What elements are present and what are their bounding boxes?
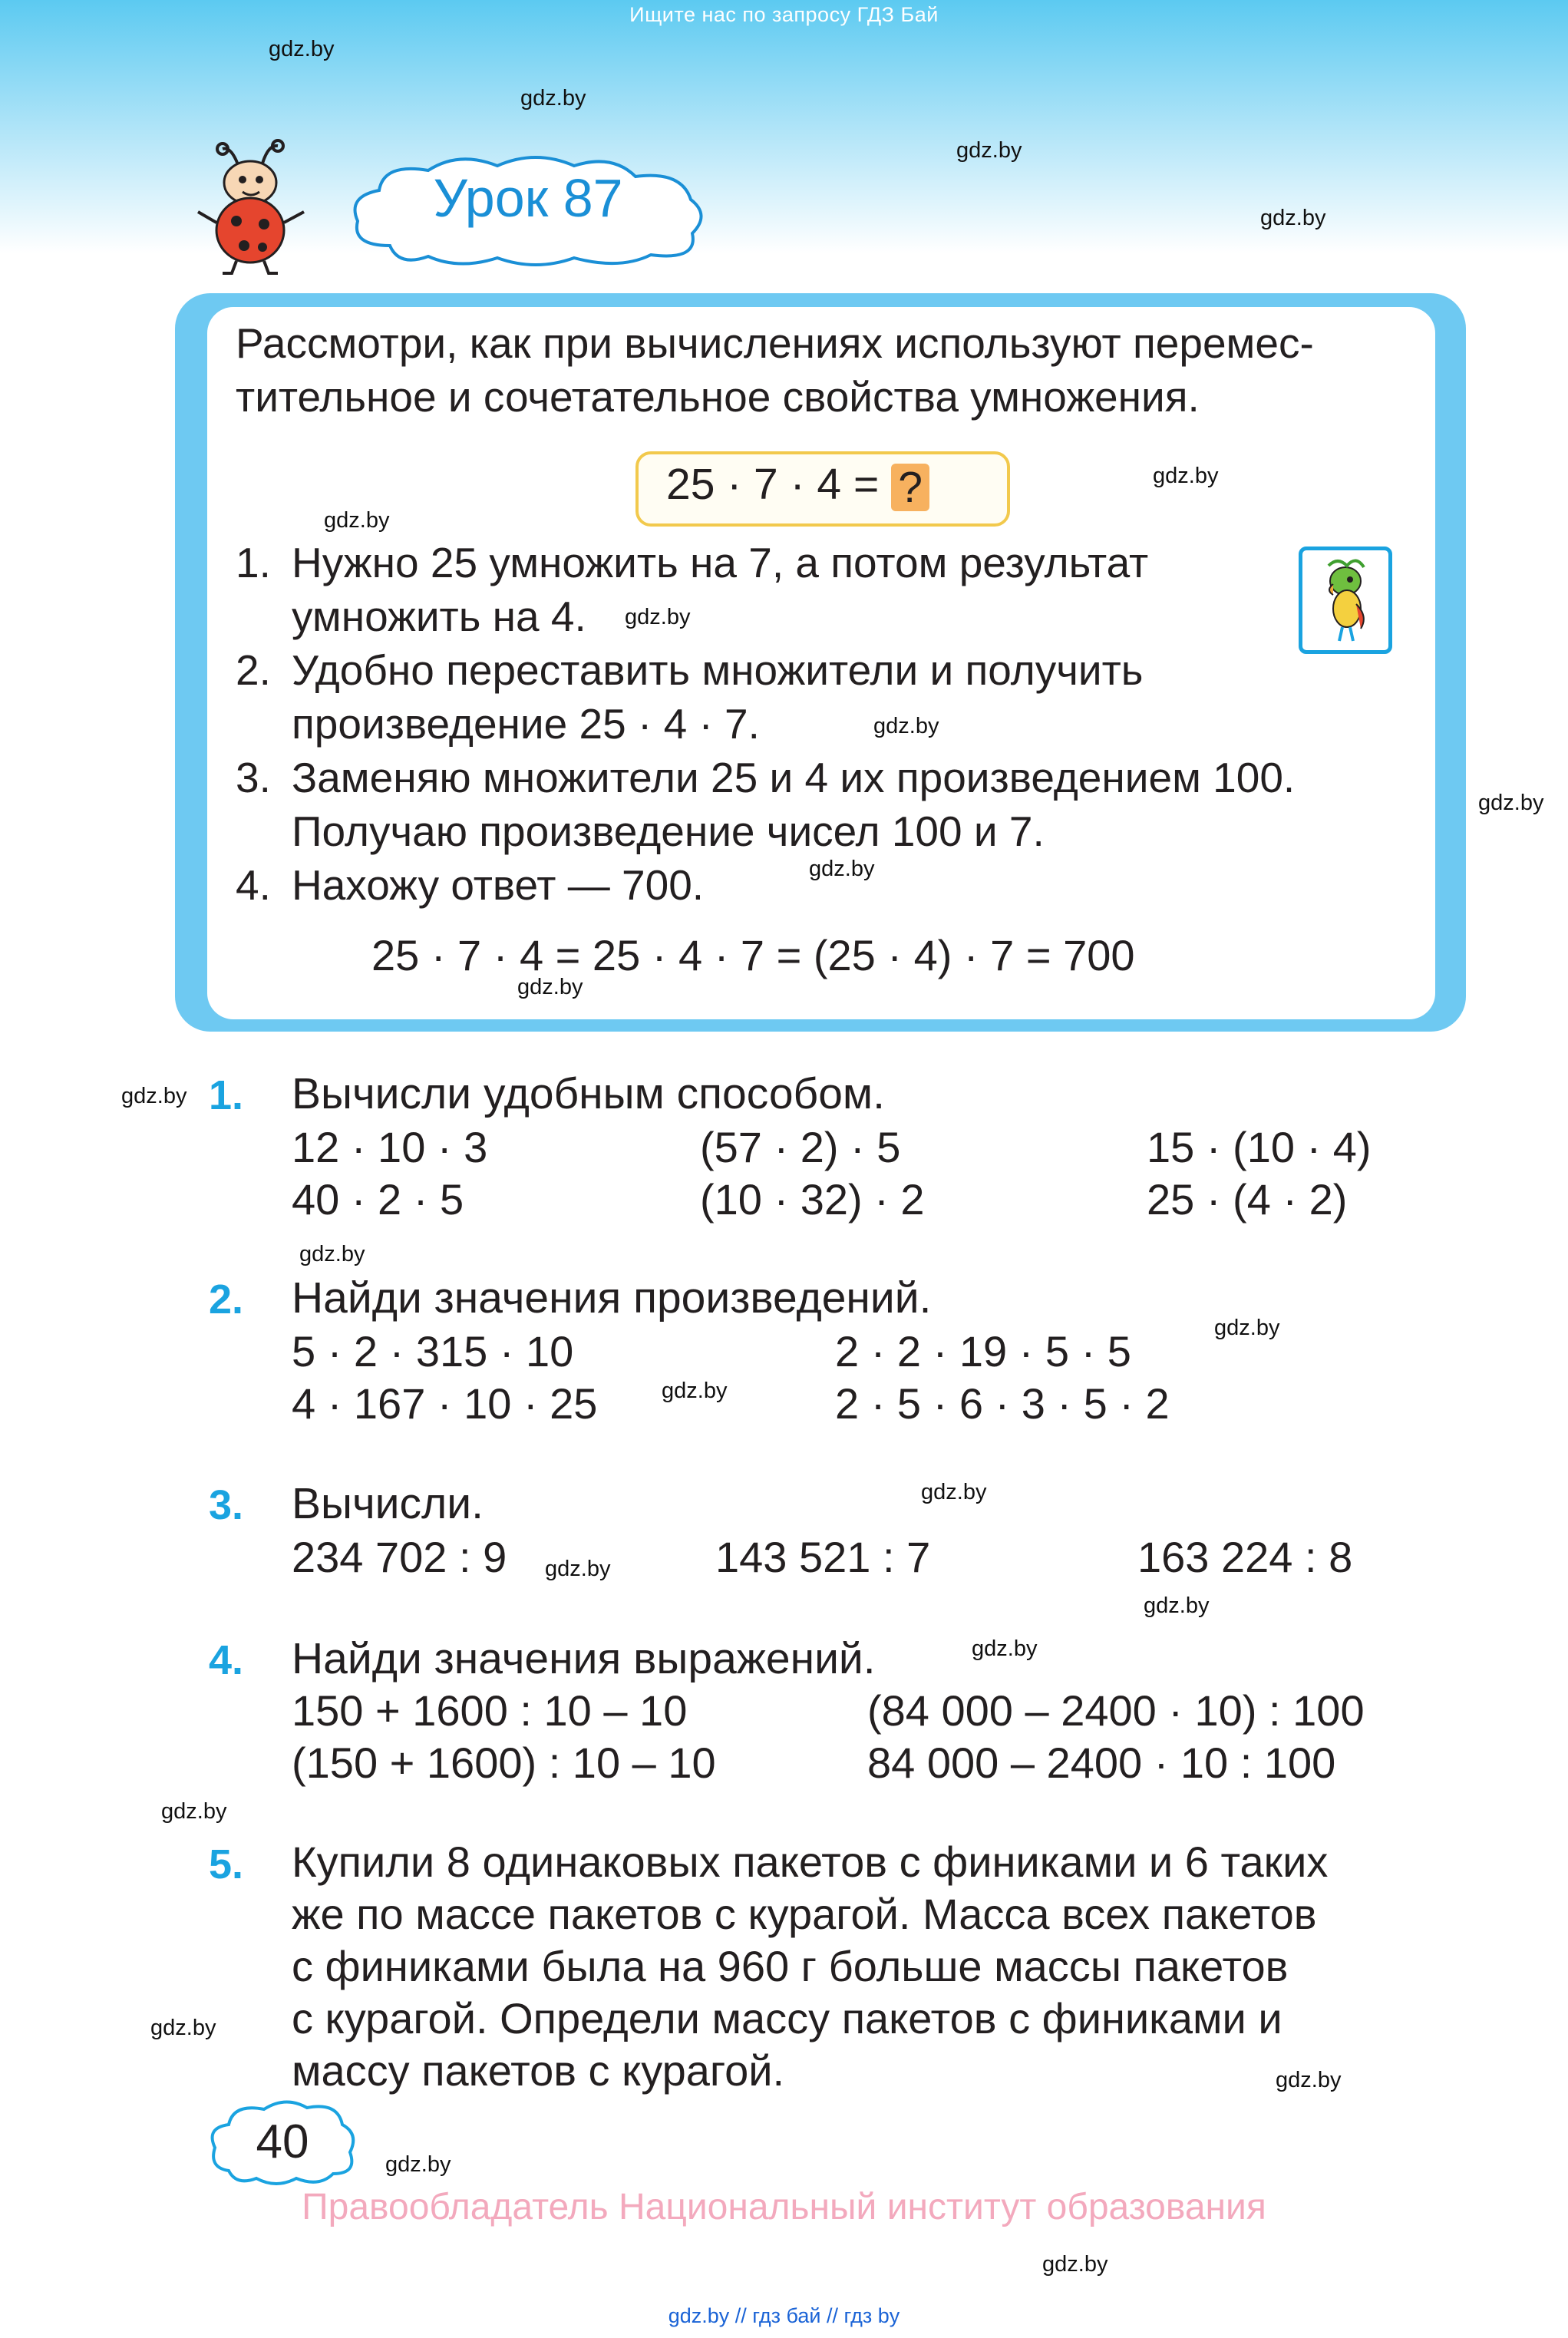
watermark: gdz.by: [1276, 2068, 1342, 2092]
exercise-5-line: с финиками была на 960 г больше массы пакетов: [292, 1942, 1289, 1990]
exercise-2-expression: 5 · 2 · 315 · 10: [292, 1327, 574, 1375]
watermark: gdz.by: [873, 714, 939, 738]
lesson-title: Урок 87: [433, 168, 623, 228]
exercise-2-expression: 2 · 5 · 6 · 3 · 5 · 2: [835, 1379, 1170, 1428]
step-2-number: 2.: [236, 646, 271, 694]
exercise-5-line: с курагой. Определи массу пакетов с финиками и: [292, 1994, 1282, 2042]
watermark: gdz.by: [517, 975, 583, 999]
watermark: gdz.by: [269, 37, 335, 61]
parrot-picture: [1299, 547, 1392, 654]
exercise-3-expression: 234 702 : 9: [292, 1533, 507, 1581]
step-4-number: 4.: [236, 861, 271, 909]
exercise-1-title: Вычисли удобным способом.: [292, 1069, 885, 1118]
step-3-number: 3.: [236, 754, 271, 801]
exercise-5-line: же по массе пакетов с курагой. Масса всех пакетов: [292, 1890, 1317, 1938]
watermark: gdz.by: [956, 138, 1022, 163]
step-1-line2: умножить на 4.: [292, 593, 586, 640]
exercise-4-expression: (84 000 – 2400 · 10) : 100: [867, 1686, 1365, 1735]
exercise-5-line: массу пакетов с курагой.: [292, 2046, 785, 2095]
step-4-line1: Нахожу ответ — 700.: [292, 861, 705, 909]
footer-links[interactable]: gdz.by // гдз бай // гдз by: [668, 2304, 900, 2327]
step-1-number: 1.: [236, 539, 271, 586]
exercise-1-expression: 12 · 10 · 3: [292, 1123, 488, 1171]
exercise-3-expression: 143 521 : 7: [715, 1533, 931, 1581]
exercise-4-expression: 150 + 1600 : 10 – 10: [292, 1686, 688, 1735]
exercise-2-title: Найди значения произведений.: [292, 1273, 932, 1323]
step-2-line1: Удобно переставить множители и получить: [292, 646, 1144, 694]
equation-unknown: ?: [891, 464, 929, 511]
watermark: gdz.by: [1260, 206, 1326, 230]
exercise-5-number: 5.: [209, 1841, 244, 1887]
page-number: 40: [256, 2115, 309, 2168]
watermark: gdz.by: [625, 605, 691, 629]
copyright-owner: Правообладатель Национальный институт образования: [302, 2187, 1266, 2227]
watermark: gdz.by: [1478, 791, 1544, 815]
watermark: gdz.by: [324, 508, 390, 533]
exercise-4-expression: (150 + 1600) : 10 – 10: [292, 1739, 716, 1787]
exercise-4-title: Найди значения выражений.: [292, 1634, 876, 1683]
top-banner: Ищите нас по запросу ГДЗ Бай: [629, 3, 939, 26]
exercise-3-expression: 163 224 : 8: [1137, 1533, 1353, 1581]
watermark: gdz.by: [921, 1480, 987, 1504]
exercise-5-line: Купили 8 одинаковых пакетов с финиками и 6 таких: [292, 1838, 1329, 1886]
step-1-line1: Нужно 25 умножить на 7, а потом результат: [292, 539, 1149, 586]
watermark: gdz.by: [809, 857, 875, 881]
equation: [666, 459, 929, 511]
watermark: gdz.by: [662, 1379, 728, 1403]
exercise-1-expression: 15 · (10 · 4): [1147, 1123, 1372, 1171]
parrot-icon: [1302, 550, 1388, 650]
final-equation: 25 · 7 · 4 = 25 · 4 · 7 = (25 · 4) · 7 = 700: [371, 931, 1135, 979]
exercise-3-number: 3.: [209, 1482, 244, 1528]
watermark: gdz.by: [520, 86, 586, 111]
exercise-4-expression: 84 000 – 2400 · 10 : 100: [867, 1739, 1336, 1787]
exercise-1-expression: (10 · 32) · 2: [700, 1175, 925, 1223]
exercise-3-title: Вычисли.: [292, 1479, 484, 1528]
watermark: gdz.by: [299, 1242, 365, 1266]
watermark: gdz.by: [121, 1084, 187, 1108]
exercise-1-number: 1.: [209, 1072, 244, 1118]
watermark: gdz.by: [150, 2016, 216, 2040]
equation-expression: 25 · 7 · 4 =: [666, 460, 880, 509]
watermark: gdz.by: [1153, 464, 1219, 488]
step-2-line2: произведение 25 · 4 · 7.: [292, 700, 760, 748]
step-3-line1: Заменяю множители 25 и 4 их произведением 100.: [292, 754, 1296, 801]
watermark: gdz.by: [161, 1799, 227, 1824]
exercise-2-expression: 2 · 2 · 19 · 5 · 5: [835, 1327, 1131, 1375]
watermark: gdz.by: [1042, 2252, 1108, 2277]
watermark: gdz.by: [385, 2152, 451, 2177]
exercise-1-expression: (57 · 2) · 5: [700, 1123, 901, 1171]
watermark: gdz.by: [1214, 1316, 1280, 1340]
rule-intro-line1: Рассмотри, как при вычислениях используют перемес-: [236, 319, 1314, 367]
step-3-line2: Получаю произведение чисел 100 и 7.: [292, 807, 1045, 855]
ladybug-icon: [192, 138, 315, 276]
exercise-4-number: 4.: [209, 1637, 244, 1683]
exercise-1-expression: 40 · 2 · 5: [292, 1175, 464, 1223]
watermark: gdz.by: [1144, 1593, 1210, 1618]
exercise-1-expression: 25 · (4 · 2): [1147, 1175, 1348, 1223]
watermark: gdz.by: [972, 1636, 1038, 1661]
exercise-2-expression: 4 · 167 · 10 · 25: [292, 1379, 598, 1428]
exercise-2-number: 2.: [209, 1276, 244, 1323]
watermark: gdz.by: [545, 1557, 611, 1581]
rule-intro-line2: тительное и сочетательное свойства умножения.: [236, 373, 1200, 421]
